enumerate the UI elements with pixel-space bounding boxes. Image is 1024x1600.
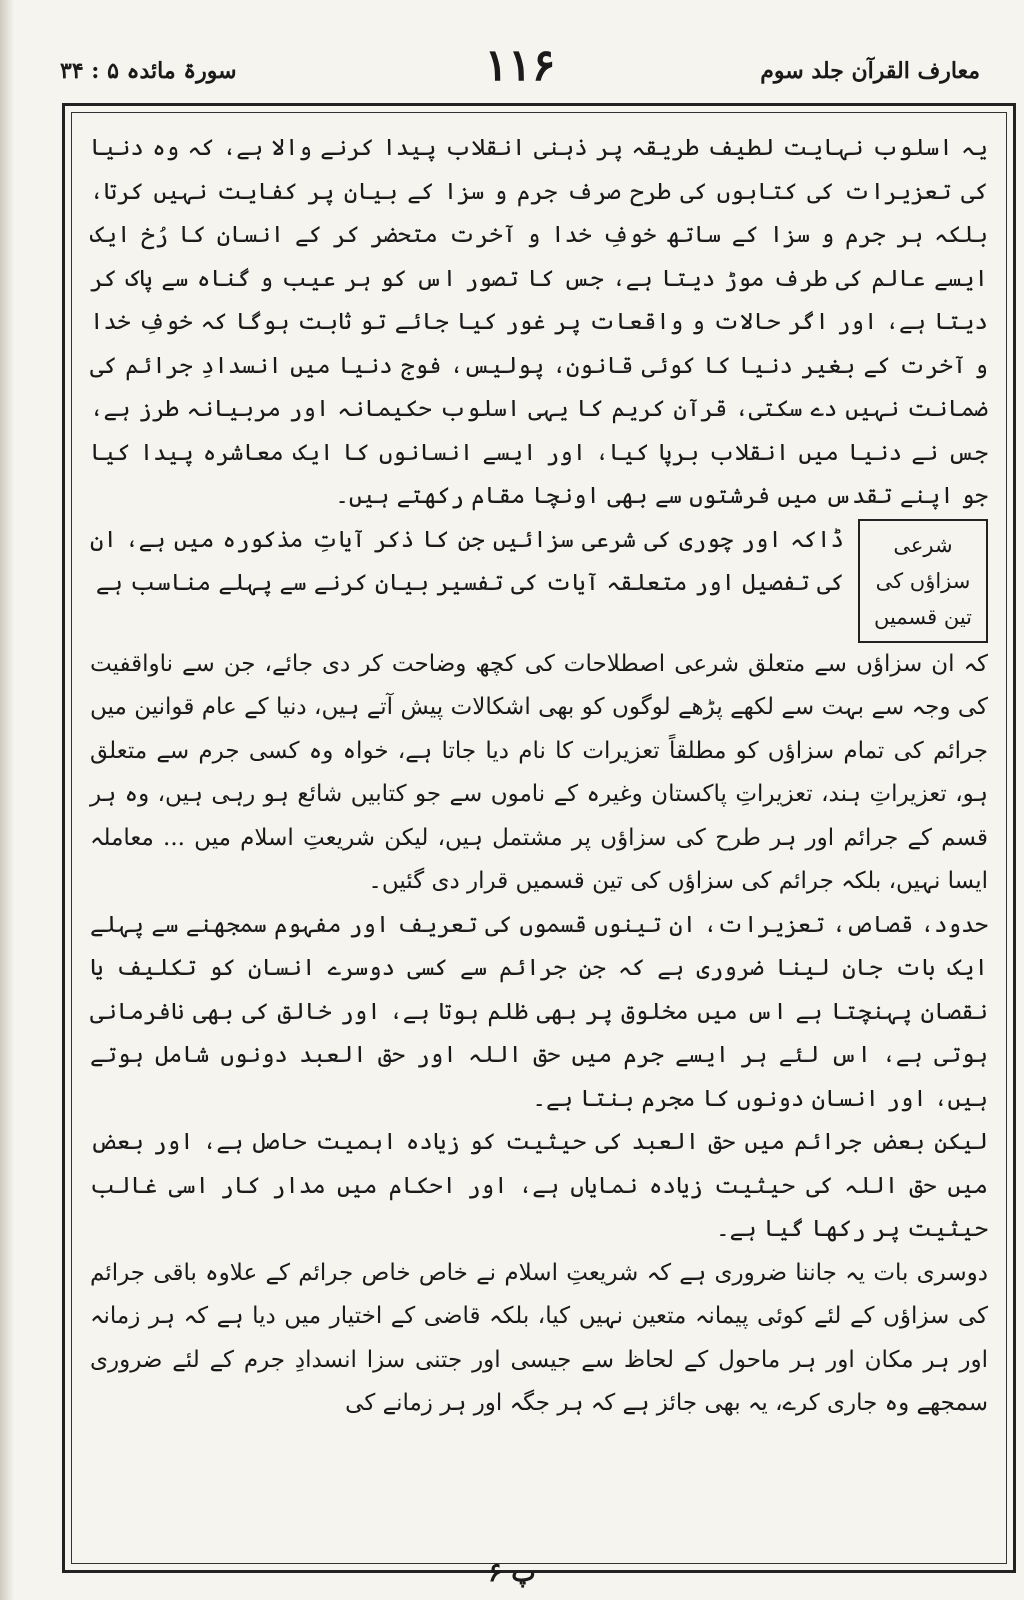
paragraph-3: حدود، قصاص، تعزیرات، ان تینوں قسموں کی تعریف اور مفہوم سمجھنے سے پہلے ایک بات جان لینا ضروری ہے کہ جن جرائم سے کسی دوسرے انسان کو تکلیف یا نقصان پہنچتا ہے اس میں مخلوق پر بھی ظلم ہوتا ہے، اور خالق کی بھی نافرمانی ہوتی ہے، اس لئے ہر ایسے جرم میں حق اللہ اور حق العبد دونوں شامل ہوتے ہیں، اور انسان دونوں کا مجرم بنتا ہے۔ [90,911,988,1112]
text-frame [62,103,1016,1573]
side-note-box: شرعی سزاؤں کی تین قسمیں [858,519,988,643]
page-edge-shadow [0,0,14,1600]
side-note-section [90,519,988,643]
surah-reference: سورۃ مائدہ ۵ : ۳۴ [60,58,237,84]
paragraph-1: یہ اسلوب نہایت لطیف طریقہ پر ذہنی انقلاب پیدا کرنے والا ہے، کہ وہ دنیا کی تعزیرات کی کتابوں کی طرح صرف جرم و سزا کے بیان پر کفایت نہیں کرتا، بلکہ ہر جرم و سزا کے ساتھ خوفِ خدا و آخرت متحضر کر کے انسان کا رُخ ایک ایسے عالم کی طرف موڑ دیتا ہے، جس کا تصور اس کو ہر عیب و گناہ سے پاک کر دیتا ہے، اور اگر حالات و واقعات پر غور کیا جائے تو ثابت ہوگا کہ خوفِ خدا و آخرت کے بغیر دنیا کا کوئی قانون، پولیس، فوج دنیا میں انسدادِ جرائم کی ضمانت نہیں دے سکتی، قرآن کریم کا یہی اسلوب حکیمانہ اور مربیانہ طرز ہے، جس نے دنیا میں انقلاب برپا کیا، اور ایسے انسانوں کا ایک معاشرہ پیدا کیا جو اپنے تقدس میں فرشتوں سے بھی اونچا مقام رکھتے ہیں۔ [90,135,988,509]
text-body [71,112,1007,1564]
book-title: معارف القرآن جلد سوم [760,58,980,84]
footer-signature-mark: پ ۶ [488,1558,536,1588]
page-number: ۱۱۶ [484,40,556,91]
boxed-paragraph: ڈاکہ اور چوری کی شرعی سزائیں جن کا ذکر آیاتِ مذکورہ میں ہے، ان کی تفصیل اور متعلقہ آیات کی تفسیر بیان کرنے سے پہلے مناسب ہے [90,526,844,596]
paragraph-2: کہ ان سزاؤں سے متعلق شرعی اصطلاحات کی کچھ وضاحت کر دی جائے، جن سے ناواقفیت کی وجہ سے بہت سے لکھے پڑھے لوگوں کو بھی اشکالات پیش آتے ہیں، دنیا کے عام قوانین میں جرائم کی تمام سزاؤں کو مطلقاً تعزیرات کا نام دیا جاتا ہے، خواہ وہ کسی جرم سے متعلق ہو، تعزیراتِ ہند، تعزیراتِ پاکستان وغیرہ کے ناموں سے جو کتابیں شائع ہو رہی ہیں، وہ ہر قسم کے جرائم اور ہر طرح کی سزاؤں پر مشتمل ہیں، لیکن شریعتِ اسلام میں ... معاملہ ایسا نہیں، بلکہ جرائم کی سزاؤں کی تین قسمیں قرار دی گئیں۔ [90,650,988,894]
page-header [60,40,980,100]
paragraph-4: لیکن بعض جرائم میں حق العبد کی حیثیت کو زیادہ اہمیت حاصل ہے، اور بعض میں حق اللہ کی حیثیت زیادہ نمایاں ہے، اور احکام میں مدار کار اسی غالب حیثیت پر رکھا گیا ہے۔ [90,1129,988,1242]
paragraph-5: دوسری بات یہ جاننا ضروری ہے کہ شریعتِ اسلام نے خاص خاص جرائم کے علاوہ باقی جرائم کی سزاؤں کے لئے کوئی پیمانہ متعین نہیں کیا، بلکہ قاضی کے اختیار میں دیا ہے کہ ہر زمانہ اور ہر مکان اور ہر ماحول کے لحاظ سے جیسی اور جتنی سزا انسدادِ جرم کے لئے ضروری سمجھے وہ جاری کرے، یہ بھی جائز ہے کہ ہر جگہ اور ہر زمانے کی [90,1259,988,1416]
